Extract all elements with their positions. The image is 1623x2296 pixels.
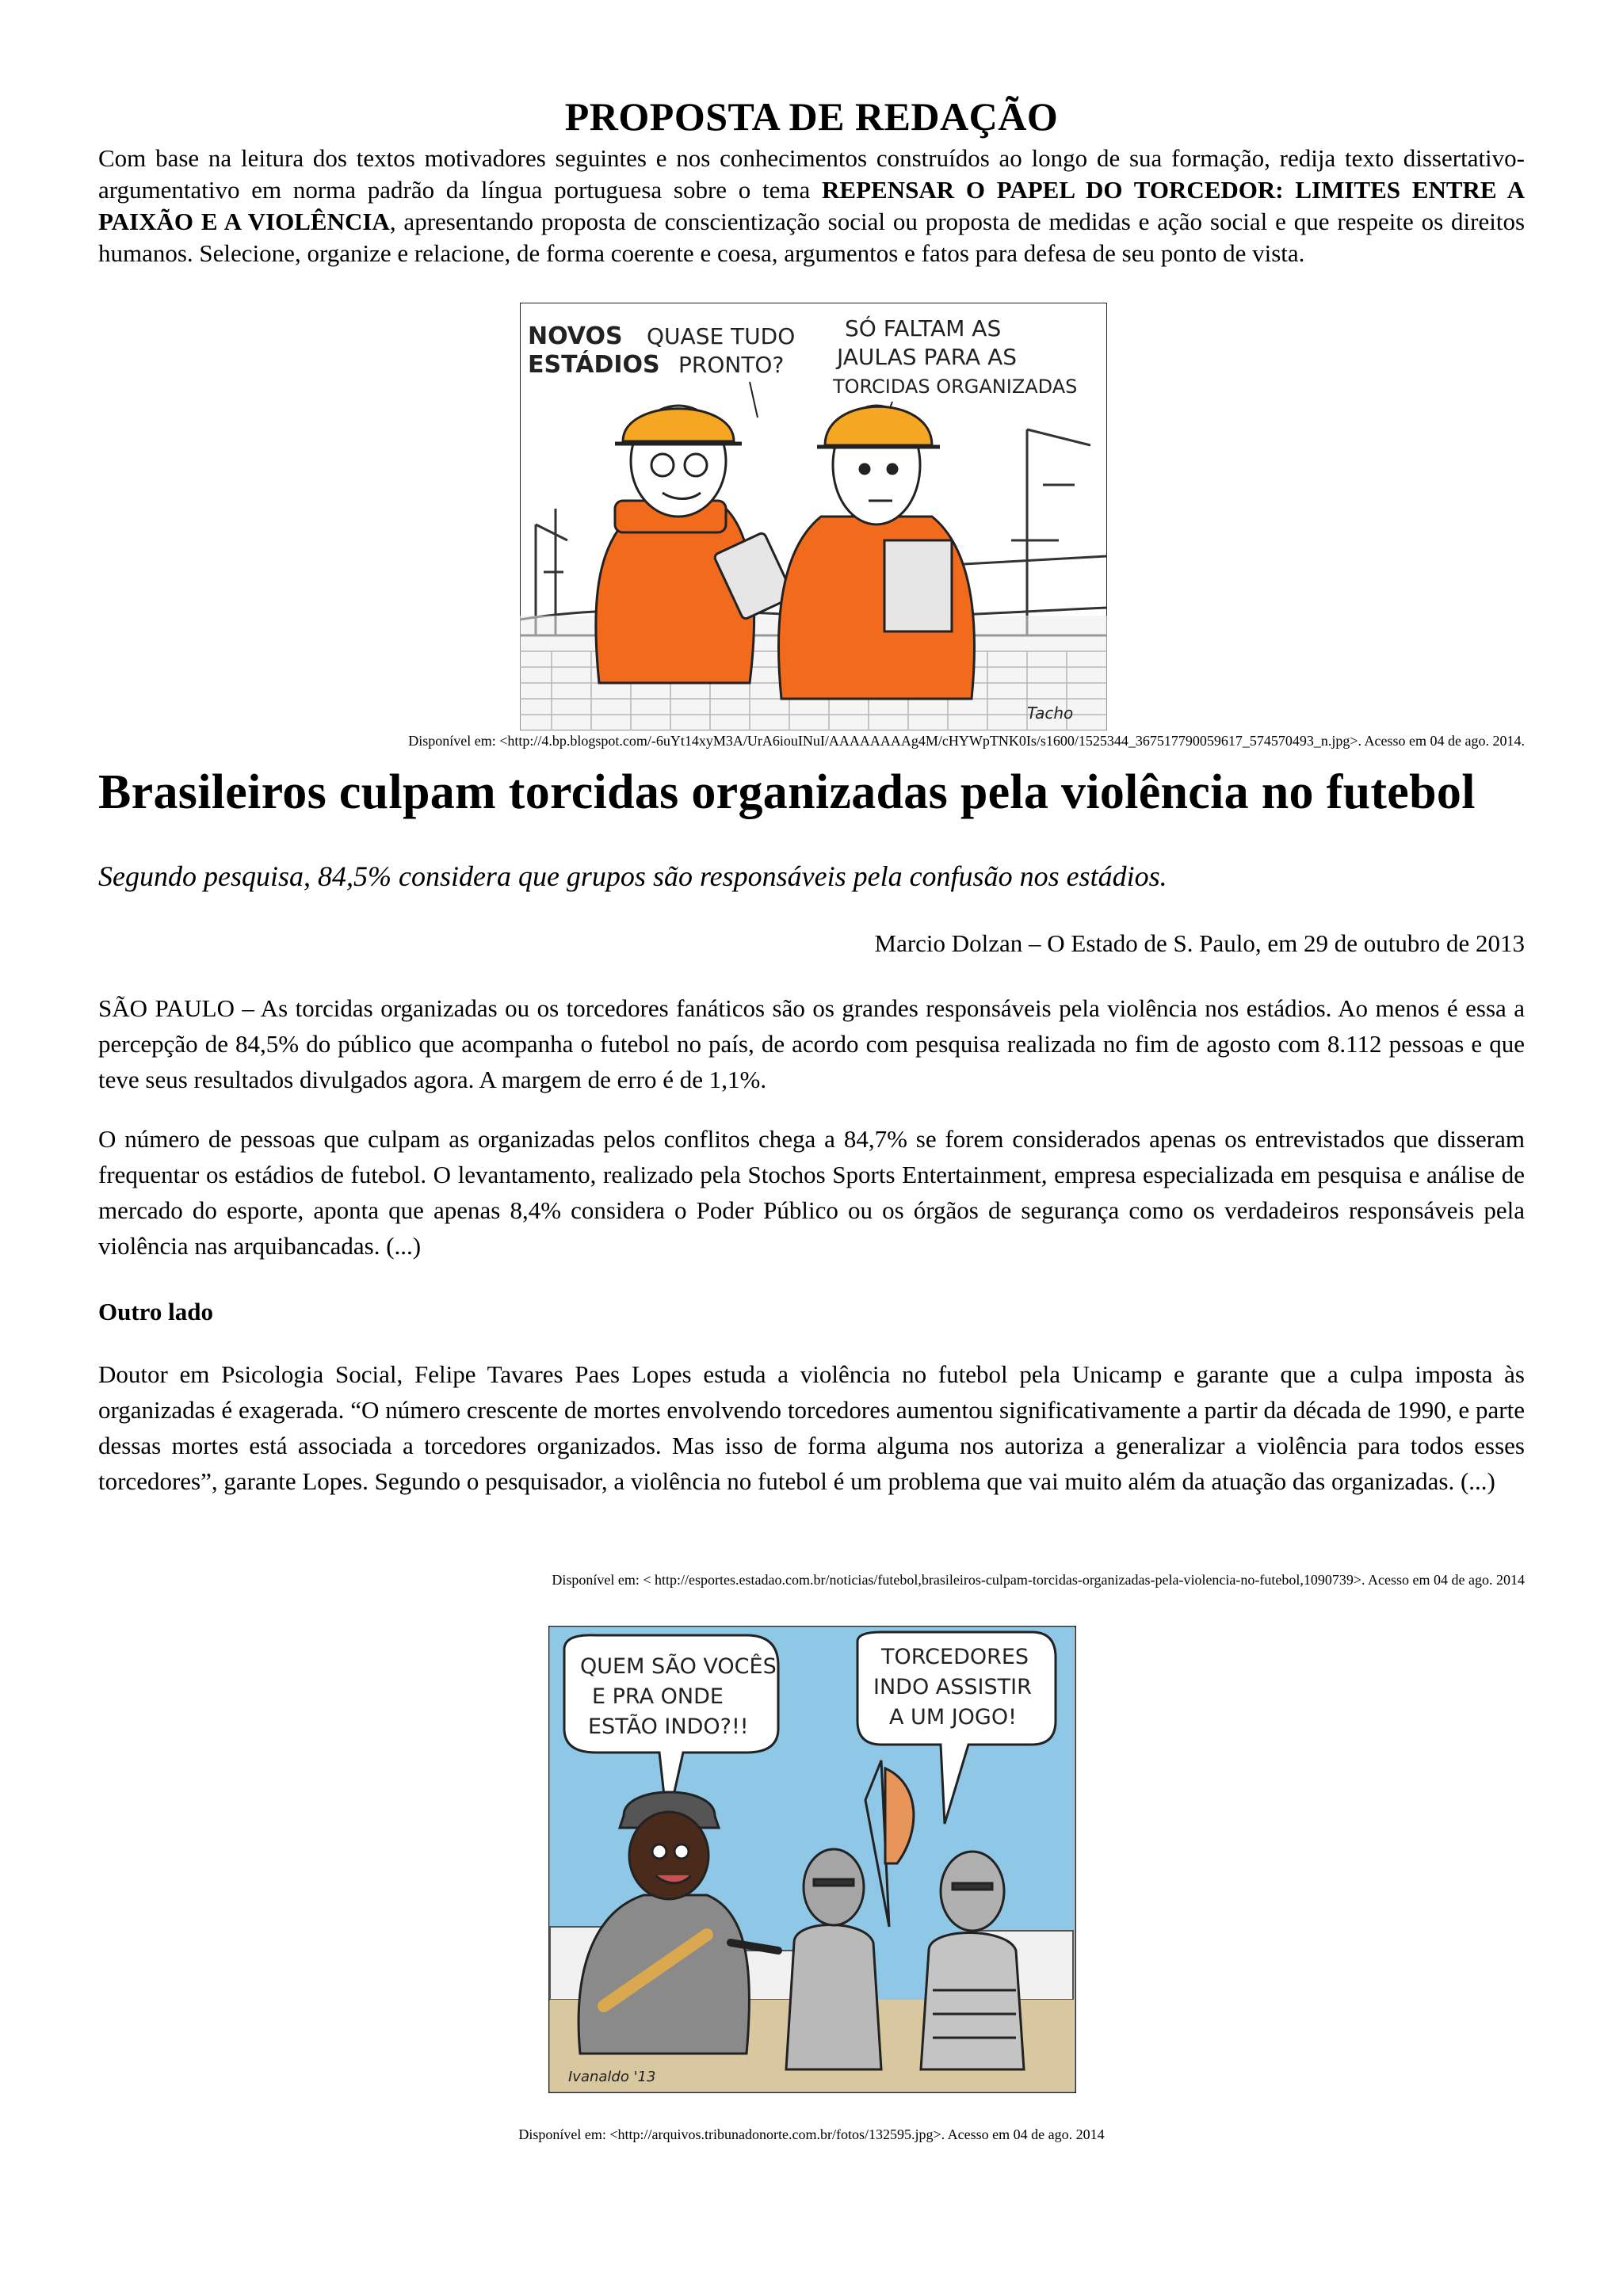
cartoon2-bubble-left-line1: QUEM SÃO VOCÊS [580,1654,777,1679]
cartoon2-source: Disponível em: <http://arquivos.tribunadonorte.com.br/fotos/132595.jpg>. Acesso em 04 de ago. 2014 [518,2126,1105,2142]
cartoon1-label-line2: ESTÁDIOS [528,351,660,379]
cartoon-fans-armor [548,1626,1076,2093]
proposal-intro [98,143,1525,269]
cartoon2-bubble-right-line1: TORCEDORES [881,1645,1029,1669]
cartoon1-bubble-right-line1: SÓ FALTAM AS [845,315,1002,341]
cartoon2-bubble-left-line3: ESTÃO INDO?!! [588,1714,749,1739]
cartoon2-bubble-left-line2: E PRA ONDE [592,1684,724,1709]
article-subhead: Outro lado [98,1298,213,1325]
intro-text-start: Com base na leitura dos textos motivadores seguintes e nos conhecimentos construídos ao longo de sua formação, redija texto dissertativo-argumentativo em norma padrão da língua portuguesa sobre o tema [98,144,1525,204]
cartoon2-signature: Ivanaldo '13 [568,2069,656,2085]
cartoon2-bubble-right-line2: INDO ASSISTIR [873,1675,1032,1699]
cartoon-new-stadiums [520,303,1107,730]
cartoon1-label-line1: NOVOS [528,322,623,350]
cartoon2-bubble-right-line3: A UM JOGO! [889,1705,1017,1730]
cartoon1-bubble-right-line2: JAULAS PARA AS [837,344,1018,370]
article-byline: Marcio Dolzan – O Estado de S. Paulo, em 29 de outubro de 2013 [874,929,1525,957]
cartoon1-bubble-left-line1: QUASE TUDO [647,323,796,349]
article-headline: Brasileiros culpam torcidas organizadas pela violência no futebol [98,765,1476,819]
article-paragraph-2: O número de pessoas que culpam as organizadas pelos conflitos chega a 84,7% se forem considerados apenas os entrevistados que disseram frequentar os estádios de futebol. O levantamento, realizado pela Stochos Sports Entertainment, empresa especializada em pesquisa e análise de mercado do esporte, aponta que apenas 8,4% considera o Poder Público ou os órgãos de segurança como os verdadeiros responsáveis pela violência nas arquibancadas. (...) [98,1125,1525,1260]
article-paragraph-1: SÃO PAULO – As torcidas organizadas ou os torcedores fanáticos são os grandes responsáveis pela violência nos estádios. Ao menos é essa a percepção de 84,5% do público que acompanha o futebol no país, de acordo com pesquisa realizada no fim de agosto com 8.112 pessoas e que teve seus resultados divulgados agora. A margem de erro é de 1,1%. [98,994,1525,1093]
cartoon1-signature: Tacho [1027,704,1074,723]
article-paragraph-3: Doutor em Psicologia Social, Felipe Tavares Paes Lopes estuda a violência no futebol pela Unicamp e garante que a culpa imposta às organizadas é exagerada. “O número crescente de mortes envolvendo torcedores aumentou significativamente a partir da década de 1990, e parte dessas mortes está associada a torcedores organizados. Mas isso de forma alguma nos autoriza a generalizar a violência para todos esses torcedores”, garante Lopes. Segundo o pesquisador, a violência no futebol é um problema que vai muito além da atuação das organizadas. (...) [98,1360,1525,1495]
cartoon1-bubble-right-line3: TORCIDAS ORGANIZADAS [833,376,1078,398]
article-subheadline: Segundo pesquisa, 84,5% considera que grupos são responsáveis pela confusão nos estádios. [98,860,1167,892]
essay-theme: REPENSAR O PAPEL DO TORCEDOR: LIMITES ENTRE A PAIXÃO E A VIOLÊNCIA [98,176,1525,235]
cartoon1-source: Disponível em: <http://4.bp.blogspot.com/-6uYt14xyM3A/UrA6iouINuI/AAAAAAAAg4M/cHYWpTNK0Is/s1600/1525344_367517790059617_574570493_n.jpg>. Acesso em 04 de ago. 2014. [408,733,1525,749]
cartoon1-bubble-left-line2: PRONTO? [678,352,785,378]
proposal-title: PROPOSTA DE REDAÇÃO [564,94,1059,139]
intro-text-end: , apresentando proposta de conscientização social ou proposta de medidas e ação social e que respeite os direitos humanos. Selecione, organize e relacione, de forma coerente e coesa, argumentos e fatos para defesa de seu ponto de vista. [98,208,1526,267]
article-source: Disponível em: < http://esportes.estadao.com.br/noticias/futebol,brasileiros-culpam-torcidas-organizadas-pela-violencia-no-futebol,1090739>. Acesso em 04 de ago. 2014 [552,1572,1525,1588]
